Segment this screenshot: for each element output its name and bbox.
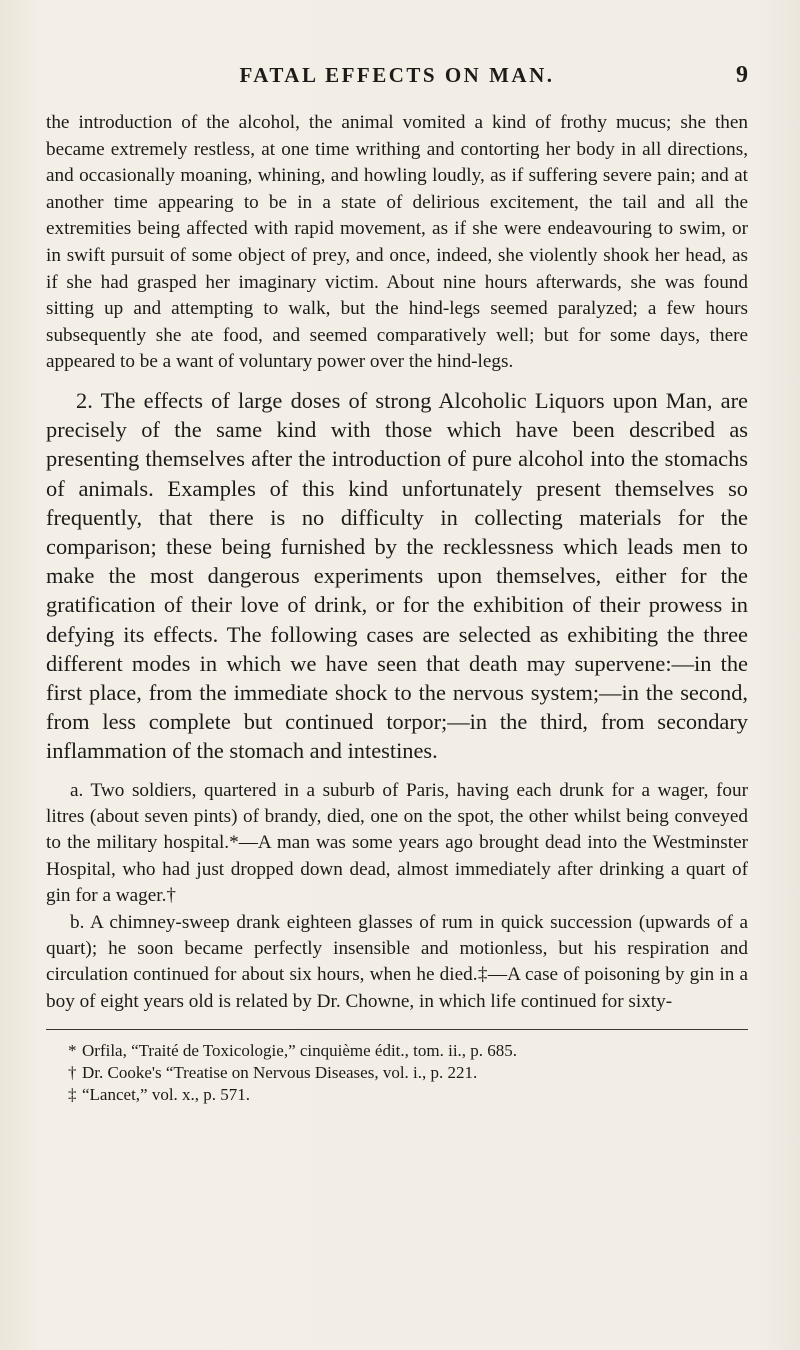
footnotes — [46, 1040, 748, 1106]
footnote-mark: † — [68, 1063, 77, 1083]
footnote-text: Orfila, “Traité de Toxicologie,” cinquième édit., tom. ii., p. 685. — [82, 1041, 518, 1061]
running-header — [46, 58, 748, 92]
footnote-3 — [68, 1084, 748, 1106]
footnote-2 — [68, 1062, 748, 1084]
footnote-divider — [46, 1029, 748, 1030]
paragraph-alcoholic-liquors: 2. The effects of large doses of strong Alcoholic Liquors upon Man, are precisely of the same kind with those which have been described as presenting themselves after the introduction of pure alcohol into the stomachs of animals. Examples of this kind unfortunately present themselves so frequently, that there is no difficulty in collecting materials for the comparison; these being furnished by the recklessness which leads men to make the most dangerous experiments upon themselves, either for the gratification of their love of drink, or for the exhibition of their prowess in defying its effects. The following cases are selected as exhibiting the three different modes in which we have seen that death may supervene:—in the first place, from the immediate shock to the nervous system;—in the second, from less complete but continued torpor;—in the third, from secondary inflammation of the stomach and intestines. — [46, 387, 748, 764]
footnote-text: “Lancet,” vol. x., p. 571. — [82, 1085, 251, 1105]
case-a: a. Two soldiers, quartered in a suburb of Paris, having each drunk for a wager, four litres (about seven pints) of brandy, died, one on the spot, the other whilst being conveyed to the military hospital.*—A man was some years ago brought dead into the Westminster Hospital, who had just dropped down dead, almost immediately after drinking a quart of gin for a wager.† — [46, 779, 748, 907]
footnote-mark: ‡ — [68, 1085, 77, 1105]
page-number: 9 — [736, 62, 748, 88]
footnote-text: Dr. Cooke's “Treatise on Nervous Diseases, vol. i., p. 221. — [82, 1063, 478, 1083]
case-b: b. A chimney-sweep drank eighteen glasses of rum in quick succession (upwards of a quart); he soon became perfectly insensible and motionless, but his respiration and circulation continued for about six hours, when he died.‡—A case of poisoning by gin in a boy of eight years old is related by Dr. Chowne, in which life continued for sixty- — [46, 911, 748, 1012]
footnote-1 — [68, 1040, 748, 1062]
running-title: FATAL EFFECTS ON MAN. — [239, 63, 555, 87]
paragraph-continuation: the introduction of the alcohol, the animal vomited a kind of frothy mucus; she then became extremely restless, at one time writhing and contorting her body in all directions, and occasionally moaning, whining, and howling loudly, as if suffering severe pain; and at another time appearing to be in a state of delirious excitement, the tail and all the extremities being affected with rapid movement, as if she were endeavouring to swim, or in swift pursuit of some object of prey, and once, indeed, she violently shook her head, as if she had grasped her imaginary victim. About nine hours afterwards, she was found sitting up and attempting to walk, but the hind-legs seemed paralyzed; a few hours subsequently she ate food, and seemed comparatively well; but for some days, there appeared to be a want of voluntary power over the hind-legs. — [46, 112, 748, 373]
footnote-mark: * — [68, 1041, 77, 1061]
